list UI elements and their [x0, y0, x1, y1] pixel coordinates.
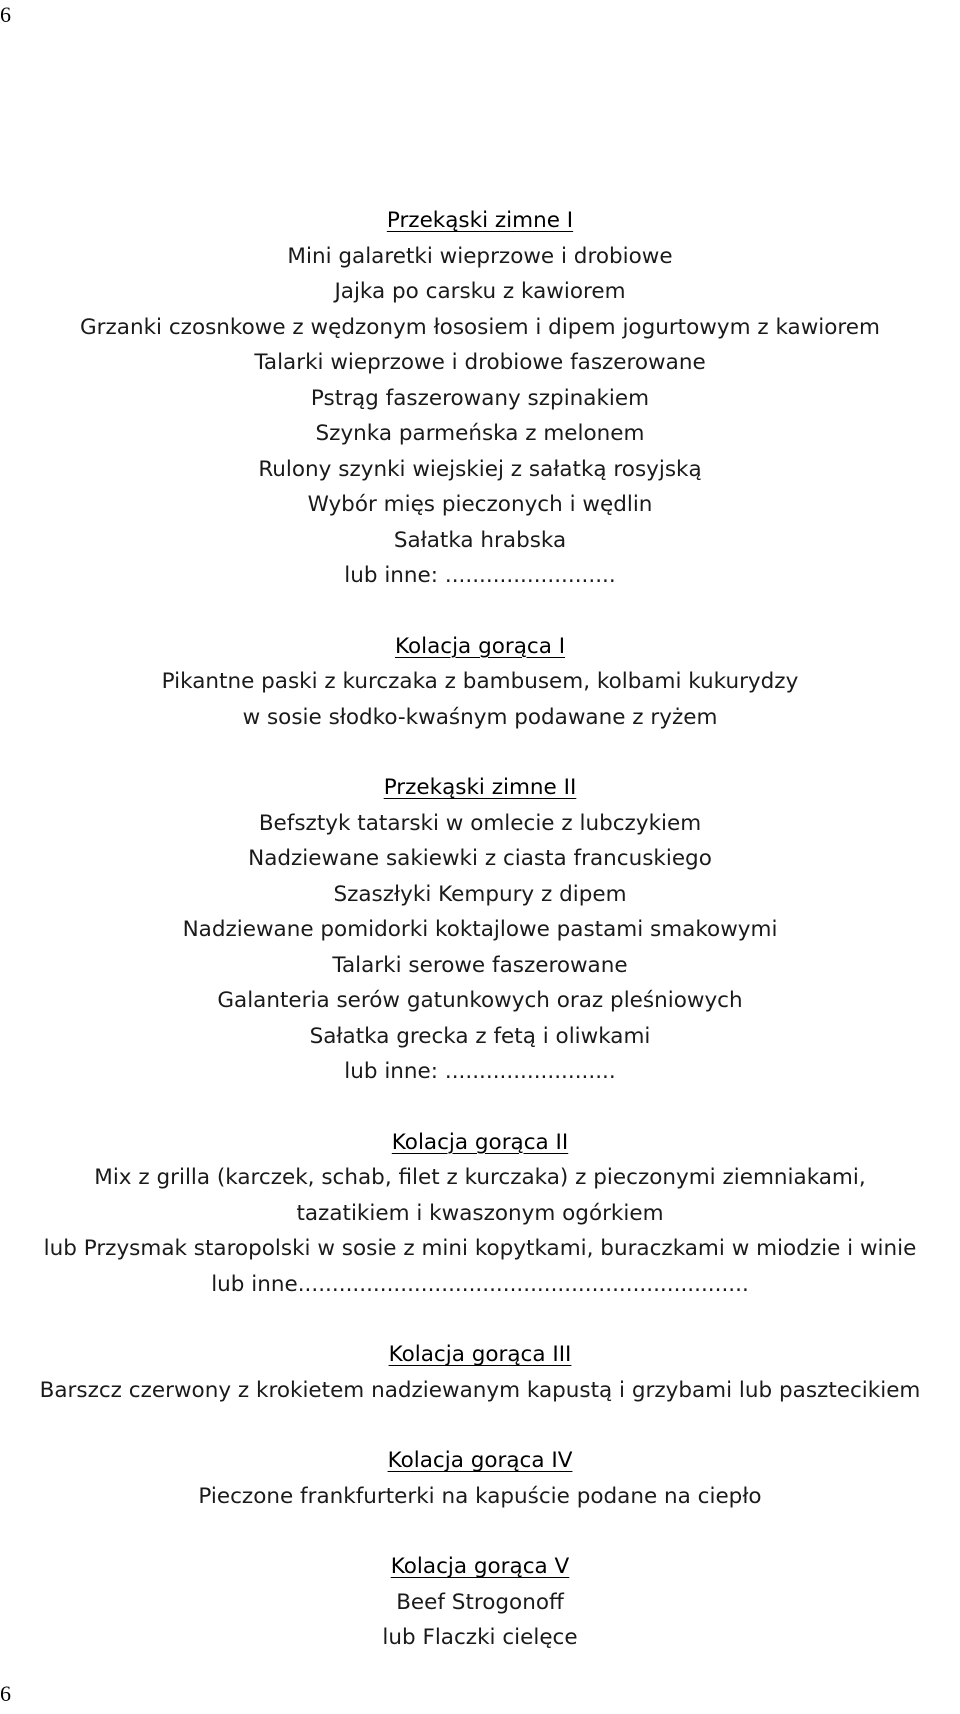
menu-list [0, 203, 960, 1656]
menu-item: Galanteria serów gatunkowych oraz pleśniowych [217, 988, 743, 1013]
menu-item: Pstrąg faszerowany szpinakiem [310, 385, 650, 411]
menu-item: Pikantne paski z kurczaka z bambusem, kolbami kukurydzy [161, 669, 799, 694]
menu-item: Nadziewane sakiewki z ciasta francuskiego [248, 846, 712, 871]
menu-section [0, 203, 960, 594]
menu-item-other: lub inne: ......................... [344, 563, 616, 588]
menu-item-other: lub inne: ......................... [344, 1059, 616, 1084]
menu-item: Szaszłyki Kempury z dipem [333, 881, 627, 907]
menu-item: Sałatka hrabska [393, 527, 567, 553]
menu-item: Rulony szynki wiejskiej z sałatką rosyjską [258, 456, 702, 482]
menu-item: Mix z grilla (karczek, schab, filet z kurczaka) z pieczonymi ziemniakami, [94, 1165, 866, 1190]
section-heading: Kolacja gorąca IV [387, 1448, 573, 1473]
menu-section [0, 1549, 960, 1656]
menu-item: Wybór mięs pieczonych i wędlin [307, 492, 653, 517]
section-heading: Kolacja gorąca I [394, 633, 566, 659]
menu-item: tazatikiem i kwaszonym ogórkiem [296, 1200, 664, 1226]
menu-item: Jajka po carsku z kawiorem [334, 279, 626, 304]
menu-item: lub Flaczki cielęce [382, 1625, 578, 1650]
menu-section [0, 770, 960, 1090]
menu-item: Nadziewane pomidorki koktajlowe pastami smakowymi [182, 917, 778, 942]
menu-section [0, 1125, 960, 1303]
menu-section [0, 1337, 960, 1408]
menu-item: Befsztyk tatarski w omlecie z lubczykiem [258, 810, 702, 836]
menu-item: Szynka parmeńska z melonem [315, 421, 645, 446]
menu-item: Barszcz czerwony z krokietem nadziewanym kapustą i grzybami lub pasztecikiem [39, 1377, 921, 1403]
menu-item: Talarki serowe faszerowane [332, 952, 628, 978]
menu-section [0, 1443, 960, 1514]
section-heading: Przekąski zimne I [386, 208, 574, 233]
page-number-top: 6 [0, 2, 11, 27]
menu-item: w sosie słodko-kwaśnym podawane z ryżem [242, 704, 718, 730]
section-heading: Kolacja gorąca V [390, 1554, 570, 1579]
menu-item: Mini galaretki wieprzowe i drobiowe [287, 243, 673, 269]
menu-item: Beef Strogonoff [396, 1589, 564, 1615]
menu-item: Pieczone frankfurterki na kapuście podane na ciepło [198, 1483, 762, 1509]
menu-item: lub Przysmak staropolski w sosie z mini kopytkami, buraczkami w miodzie i winie [43, 1236, 917, 1261]
section-heading: Kolacja gorąca III [388, 1342, 572, 1367]
section-heading: Kolacja gorąca II [391, 1129, 569, 1155]
section-heading: Przekąski zimne II [383, 775, 577, 800]
menu-item-other: lub inne.................................................................. [211, 1271, 749, 1297]
menu-item: Sałatka grecka z fetą i oliwkami [309, 1023, 651, 1049]
menu-item: Grzanki czosnkowe z wędzonym łososiem i dipem jogurtowym z kawiorem [80, 314, 880, 340]
menu-section [0, 629, 960, 736]
menu-item: Talarki wieprzowe i drobiowe faszerowane [254, 350, 706, 375]
page-number-bottom: 6 [0, 1681, 11, 1706]
